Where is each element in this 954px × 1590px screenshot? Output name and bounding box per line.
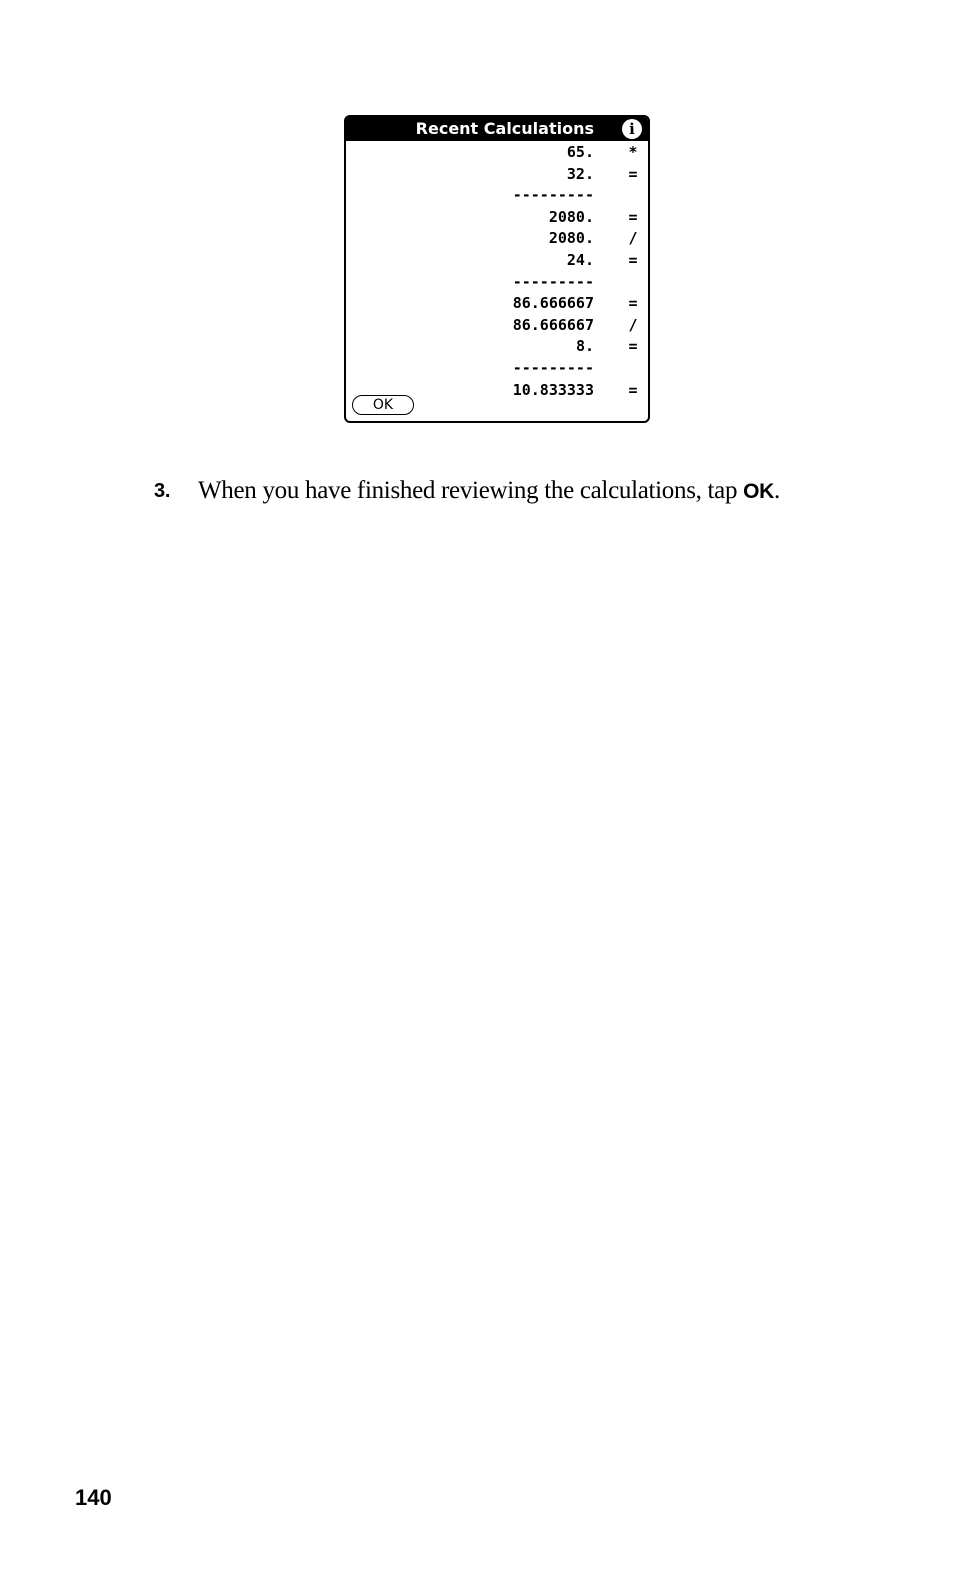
tape-value: 2080. — [548, 207, 594, 226]
tape-row — [346, 185, 648, 207]
tape-operator: = — [628, 294, 638, 313]
tape-value: 32. — [566, 164, 594, 183]
tape-row — [346, 336, 648, 358]
tape-operator: = — [628, 250, 638, 269]
ok-button[interactable]: OK — [352, 395, 414, 415]
tape-operator: / — [628, 315, 638, 334]
step-ok-emphasis: OK — [743, 480, 775, 503]
tape-value: 86.666667 — [512, 315, 594, 334]
tape-row — [346, 272, 648, 294]
tape-separator: --------- — [512, 186, 594, 205]
tape-row — [346, 142, 648, 164]
recent-calculations-dialog — [344, 115, 650, 423]
step-text-end: . — [774, 477, 780, 504]
tape-row — [346, 315, 648, 337]
tape-value: 2080. — [548, 229, 594, 248]
dialog-title-bar — [346, 117, 648, 141]
step-text-main: When you have finished reviewing the calculations, tap — [198, 477, 744, 504]
tape-operator: / — [628, 229, 638, 248]
tape-operator: * — [628, 143, 638, 161]
page-number: 140 — [75, 1485, 112, 1510]
tape-operator: = — [628, 164, 638, 183]
info-icon[interactable]: i — [622, 119, 642, 139]
tape-row — [346, 164, 648, 186]
tape-value: 10.833333 — [512, 380, 594, 399]
tape-operator: = — [628, 207, 638, 226]
tape-row — [346, 358, 648, 380]
step-number: 3. — [154, 480, 171, 502]
calculation-tape — [346, 142, 648, 401]
tape-separator: --------- — [512, 272, 594, 291]
step-text — [198, 474, 780, 509]
dialog-title: Recent Calculations — [415, 119, 594, 138]
tape-value: 24. — [566, 250, 594, 269]
tape-value: 8. — [575, 337, 594, 356]
tape-row — [346, 293, 648, 315]
tape-operator: = — [628, 337, 638, 356]
tape-row — [346, 207, 648, 229]
tape-row — [346, 228, 648, 250]
tape-value: 86.666667 — [512, 294, 594, 313]
tape-row — [346, 250, 648, 272]
tape-value: 65. — [566, 143, 594, 161]
tape-separator: --------- — [512, 358, 594, 377]
tape-operator: = — [628, 380, 638, 399]
